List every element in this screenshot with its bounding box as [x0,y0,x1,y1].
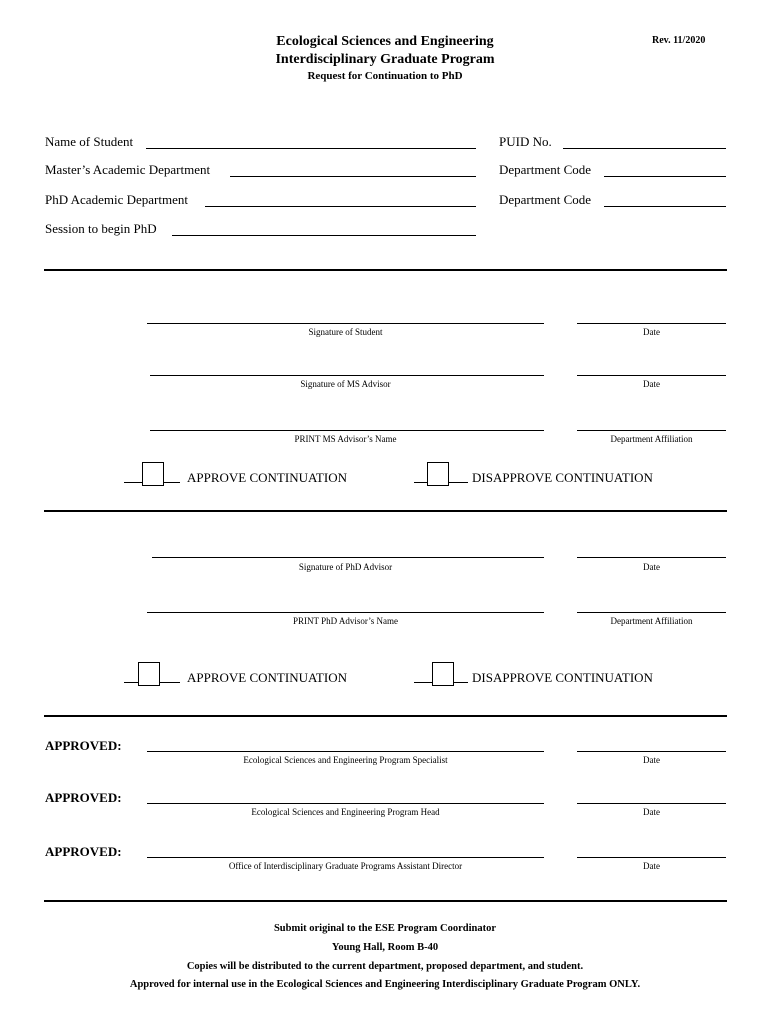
phd-approve-checkbox[interactable] [138,662,160,686]
form-subtitle: Request for Continuation to PhD [307,70,463,82]
phd-advisor-date-line[interactable] [577,557,726,558]
ms-dept-affiliation-line[interactable] [577,430,726,431]
student-date-line[interactable] [577,323,726,324]
phd-dept-label: PhD Academic Department [45,192,188,207]
phd-advisor-date-caption: Date [643,562,660,572]
ms-advisor-signature-line[interactable] [150,375,544,376]
session-label: Session to begin PhD [45,221,157,236]
footer-line-4: Approved for internal use in the Ecological Sciences and Engineering Interdisciplinary Graduate Program ONLY. [129,979,641,990]
approved-label-3: APPROVED: [45,844,122,859]
puid-label: PUID No. [499,134,552,149]
approved-label-2: APPROVED: [45,790,122,805]
masters-dept-field[interactable] [230,176,476,177]
footer-line-3: Copies will be distributed to the current department, proposed department, and student. [186,961,584,972]
ms-advisor-print-caption: PRINT MS Advisor’s Name [294,434,397,444]
student-signature-caption: Signature of Student [308,327,383,337]
dept-code-2-label: Department Code [499,192,592,207]
ms-advisor-print-line[interactable] [150,430,544,431]
ms-approve-option[interactable] [124,462,364,486]
form-title-line2: Interdisciplinary Graduate Program [275,52,495,67]
divider-4 [44,900,727,902]
phd-dept-affiliation-line[interactable] [577,612,726,613]
form-title-line1: Ecological Sciences and Engineering [276,34,494,49]
dept-code-1-field[interactable] [604,176,726,177]
ms-advisor-date-caption: Date [643,379,660,389]
ms-advisor-signature-caption: Signature of MS Advisor [300,379,391,389]
specialist-date-caption: Date [643,755,660,765]
head-signature-line[interactable] [147,803,544,804]
specialist-date-line[interactable] [577,751,726,752]
student-signature-line[interactable] [147,323,544,324]
phd-dept-field[interactable] [205,206,476,207]
phd-advisor-print-caption: PRINT PhD Advisor’s Name [293,616,398,626]
divider-3 [44,715,727,717]
director-caption: Office of Interdisciplinary Graduate Programs Assistant Director [228,861,463,871]
phd-advisor-signature-line[interactable] [152,557,544,558]
ms-disapprove-checkbox[interactable] [427,462,449,486]
head-date-caption: Date [643,807,660,817]
ms-approve-checkbox[interactable] [142,462,164,486]
divider-2 [44,510,727,512]
approved-label-1: APPROVED: [45,738,122,753]
student-date-caption: Date [643,327,660,337]
ms-disapprove-option[interactable] [414,462,684,486]
footer-line-1: Submit original to the ESE Program Coordinator [273,923,497,934]
phd-dept-affiliation-caption: Department Affiliation [610,616,693,626]
director-date-line[interactable] [577,857,726,858]
director-signature-line[interactable] [147,857,544,858]
phd-disapprove-option[interactable] [414,662,684,686]
puid-field[interactable] [563,148,726,149]
specialist-signature-line[interactable] [147,751,544,752]
ms-disapprove-label: DISAPPROVE CONTINUATION [472,470,653,485]
revision-label: Rev. 11/2020 [652,35,706,46]
head-caption: Ecological Sciences and Engineering Program Head [251,807,440,817]
footer-line-2: Young Hall, Room B-40 [331,942,439,953]
specialist-caption: Ecological Sciences and Engineering Program Specialist [243,755,448,765]
phd-disapprove-checkbox[interactable] [432,662,454,686]
phd-advisor-signature-caption: Signature of PhD Advisor [298,562,393,572]
phd-approve-option[interactable] [124,662,364,686]
session-field[interactable] [172,235,476,236]
name-of-student-field[interactable] [146,148,476,149]
masters-dept-label: Master’s Academic Department [45,162,211,177]
director-date-caption: Date [643,861,660,871]
name-of-student-label: Name of Student [45,134,134,149]
phd-disapprove-label: DISAPPROVE CONTINUATION [472,670,653,685]
ms-dept-affiliation-caption: Department Affiliation [610,434,693,444]
ms-approve-label: APPROVE CONTINUATION [187,470,347,485]
dept-code-1-label: Department Code [499,162,592,177]
ms-advisor-date-line[interactable] [577,375,726,376]
dept-code-2-field[interactable] [604,206,726,207]
phd-approve-label: APPROVE CONTINUATION [187,670,347,685]
head-date-line[interactable] [577,803,726,804]
phd-advisor-print-line[interactable] [147,612,544,613]
divider-1 [44,269,727,271]
